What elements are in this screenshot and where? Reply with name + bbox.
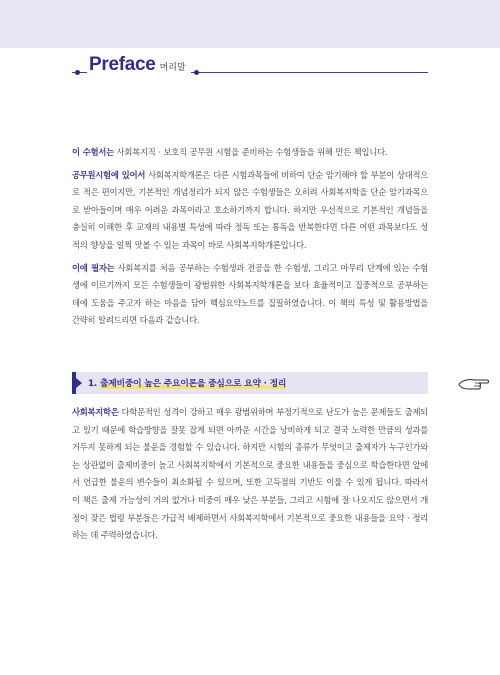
- section-heading-bar: [72, 372, 428, 394]
- paragraph-text: 사회복지학개론은 다른 시험과목들에 비하여 단순 암기해야 할 부분이 상대적으로 적은 편이지만, 기본적인 개념정리가 되지 않은 수험생들은 오히려 사회복지학을 단순 암기과목으로 받아들이며 매우 어려운 과목이라고 호소하기까지 합니다. 하지만 우선적으로 기본적인 개념들을 충실히 이해한 후 교재의 내용별 특성에 따라 정독 또는 통독을 반복한다면 다른 어떤 과목보다도 성적의 향상을 일찍 맛볼 수 있는 과목이 바로 사회복지학개론입니다.: [72, 169, 428, 250]
- header-title-group: [87, 54, 191, 76]
- section-title-text: 출제비중이 높은 주요이론을 중심으로 요약 · 정리: [99, 379, 287, 389]
- paragraph: [72, 167, 428, 255]
- paragraph: [72, 144, 428, 162]
- paragraph-text: 사회복지직 · 보호직 공무원 시험을 준비하는 수험생들을 위해 만든 책입니다.: [113, 147, 388, 157]
- triangle-right-icon: [76, 378, 82, 388]
- paragraph-lead: 공무원시험에 있어서: [72, 169, 146, 180]
- intro-body: [72, 144, 428, 335]
- paragraph-lead: 사회복지학은: [72, 407, 119, 417]
- page-title: Preface: [89, 54, 156, 75]
- paragraph: [72, 260, 428, 330]
- section-title: [88, 376, 286, 389]
- section1-body: [72, 404, 428, 550]
- top-band: [0, 0, 500, 48]
- pointing-hand-icon: [457, 374, 491, 392]
- bullet-dot-icon: [194, 70, 199, 75]
- section-number: 1.: [88, 379, 100, 389]
- paragraph-text: 다학문적인 성격이 강하고 매우 광범위하며 부정기적으로 난도가 높은 문제들도 출제되고 있기 때문에 학습방향을 잘못 잡게 되면 아까운 시간을 낭비하게 되고 결국 노력한 만큼의 성과를 거두지 못하게 되는 불운을 경험할 수 있습니다. 하지만 시험의 종류가 무엇이고 출제자가 누구인가와는 상관없이 출제비중이 높고 사회복지학에서 기본적으로 중요한 내용들을 중심으로 학습한다면 앞에서 언급한 불운의 변수들이 최소화될 수 있으며, 또한 고득점의 기반도 이룰 수 있게 됩니다. 따라서 이 책은 출제 가능성이 거의 없거나 비중이 매우 낮은 부분들, 그리고 시험에 잘 나오지도 않으면서 개정이 잦은 법령 부분들은 가급적 배제하면서 사회복지학에서 기본적으로 중요한 내용들을 요약 · 정리하는 데 주력하였습니다.: [72, 407, 428, 541]
- paragraph-lead: 이에 필자는: [72, 262, 115, 273]
- page-subtitle: 머리말: [159, 63, 186, 73]
- bullet-dot-icon: [75, 70, 80, 75]
- paragraph-text: 사회복지를 처음 공부하는 수험생과 전공을 한 수험생, 그리고 마무리 단계에 있는 수험생에 이르기까지 모든 수험생들이 광범위한 사회복지학개론을 보다 효율적이고 집중적으로 공부하는 데에 도움을 주고자 하는 마음을 담아 핵심요약노트를 집필하였습니다. 이 책의 특성 및 활용방법을 간략히 알려드리면 다음과 같습니다.: [72, 262, 428, 326]
- paragraph-lead: 이 수험서는: [72, 147, 114, 157]
- page-header: [0, 50, 500, 78]
- paragraph: [72, 404, 428, 545]
